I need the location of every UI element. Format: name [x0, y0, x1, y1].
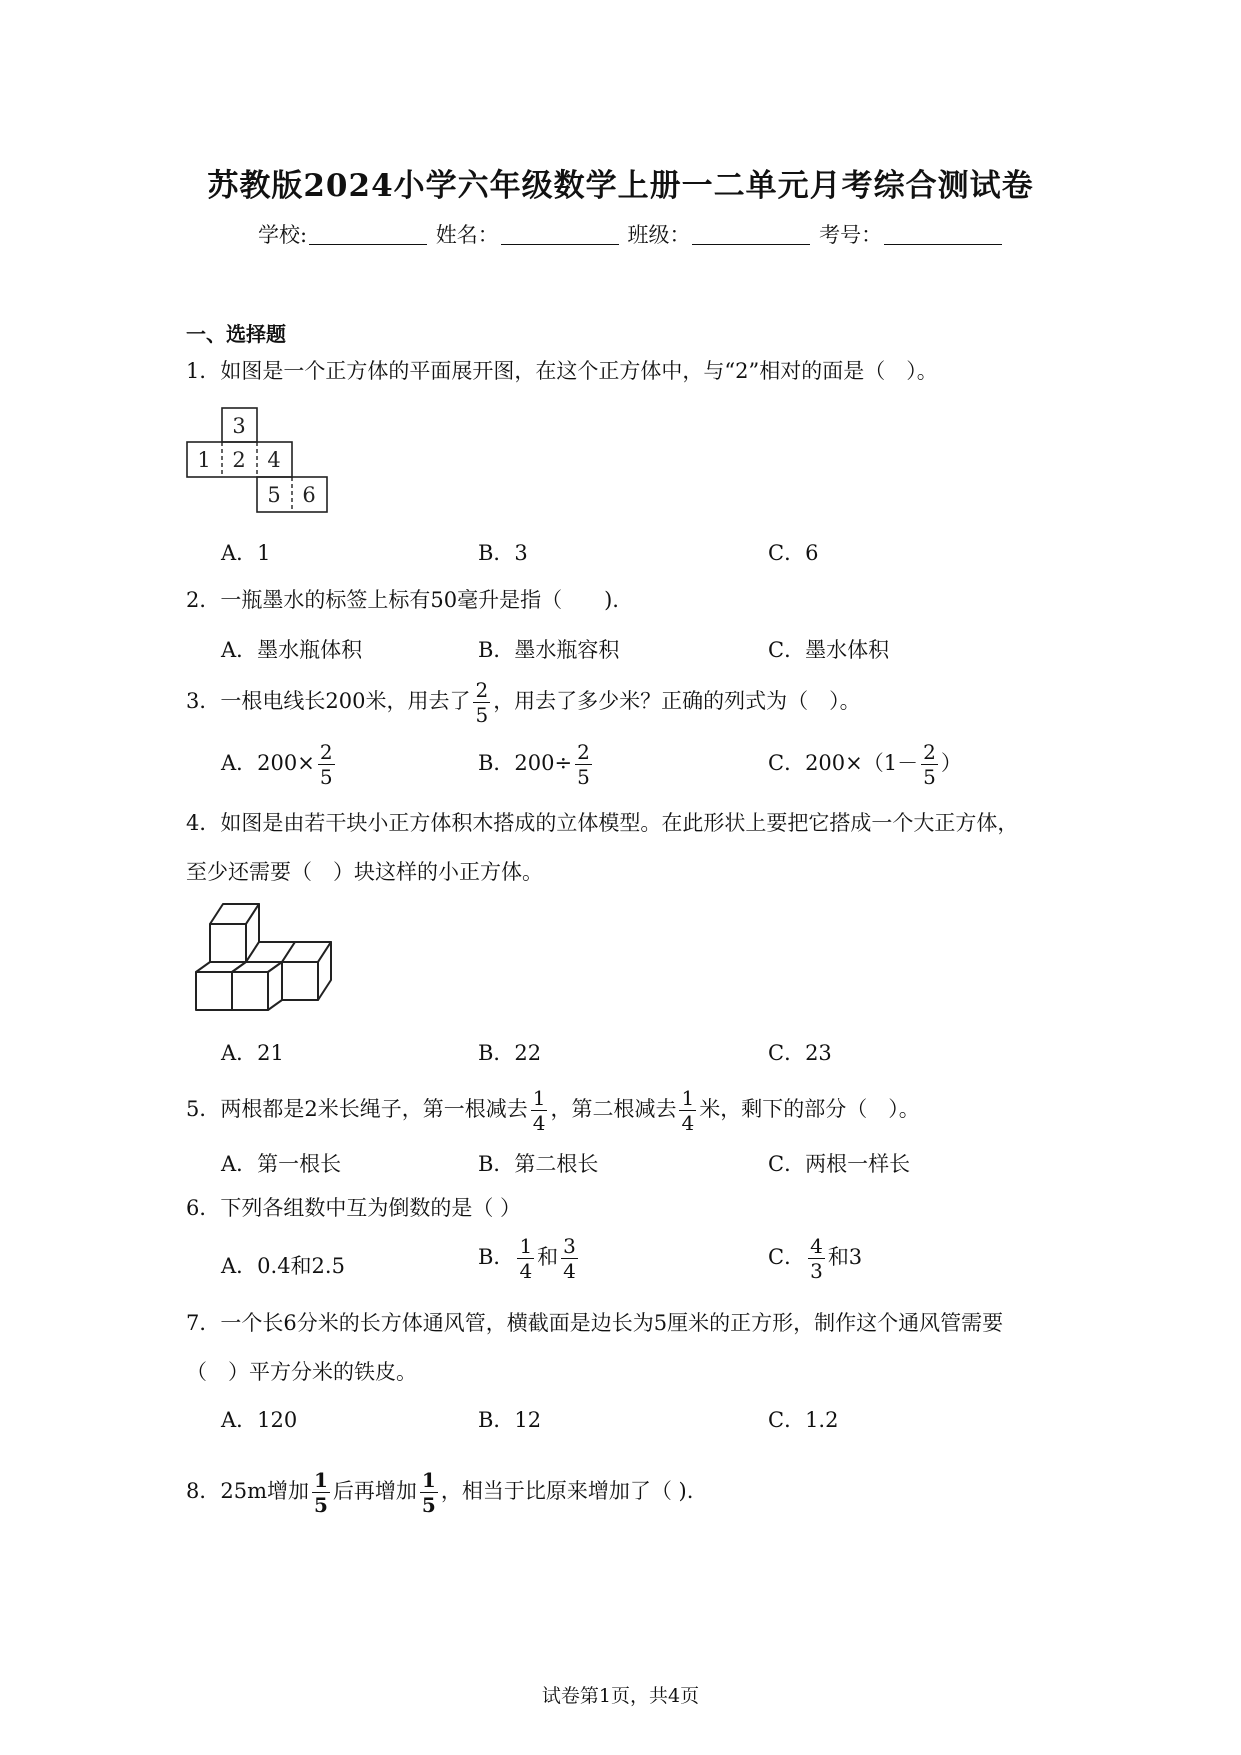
- fraction: [679, 1088, 696, 1133]
- question-7-line2: （ ）平方分米的铁皮。: [186, 1360, 417, 1384]
- net-label: 5: [267, 483, 281, 507]
- numerator: 3: [563, 1234, 576, 1258]
- net-label: 6: [302, 483, 316, 507]
- option-c: C．墨水体积: [768, 638, 890, 662]
- option-c-label: C．: [768, 1245, 806, 1269]
- option-b: [478, 1236, 581, 1281]
- option-c-rest: 和3: [827, 1245, 863, 1269]
- q5-text-mid: ，第二根减去: [550, 1097, 677, 1121]
- option-c: C．两根一样长: [768, 1152, 911, 1176]
- question-4-line1: 4．如图是由若干块小正方体积木搭成的立体模型。在此形状上要把它搭成一个大正方体，: [186, 811, 1019, 835]
- q8-text-post: ，相当于比原来增加了（ ).: [440, 1479, 694, 1503]
- school-label: 学校:: [258, 223, 308, 247]
- net-label: 4: [267, 448, 281, 472]
- page-footer: 试卷第1页，共4页: [541, 1685, 700, 1707]
- numerator: 1: [532, 1086, 546, 1110]
- page-title: 苏教版2024小学六年级数学上册一二单元月考综合测试卷: [207, 168, 1034, 204]
- numerator: 4: [810, 1234, 823, 1258]
- option-b: B．3: [478, 541, 528, 565]
- q3-text-post: ，用去了多少米？正确的列式为（ ）。: [493, 689, 861, 713]
- option-a: A．第一根长: [221, 1152, 342, 1176]
- number-blank: [884, 224, 1002, 245]
- fraction: [531, 1088, 548, 1133]
- question-7-line1: 7．一个长6分米的长方体通风管，横截面是边长为5厘米的正方形，制作这个通风管需要: [186, 1311, 1004, 1335]
- denominator: 4: [681, 1111, 695, 1135]
- cube-net-figure: [186, 406, 328, 514]
- cube-face: [282, 962, 318, 1000]
- option-a-label: A．200×: [221, 751, 315, 775]
- denominator: 4: [519, 1259, 533, 1283]
- net-label: 3: [232, 414, 246, 438]
- option-c-close: ）: [940, 751, 962, 775]
- numerator: 1: [314, 1468, 328, 1492]
- fraction: [312, 1470, 330, 1515]
- numerator: 1: [681, 1086, 695, 1110]
- name-blank: [501, 224, 619, 245]
- denominator: 3: [810, 1259, 823, 1283]
- option-c-label: C．200×（1－: [768, 751, 919, 775]
- fraction: [517, 1236, 534, 1281]
- class-blank: [692, 224, 810, 245]
- cube-face: [210, 924, 246, 962]
- and-text: 和: [537, 1245, 559, 1269]
- q5-text-post: 米，剩下的部分（ ）。: [699, 1097, 920, 1121]
- numerator: 2: [475, 678, 489, 702]
- denominator: 5: [923, 765, 936, 789]
- fraction: [808, 1236, 825, 1281]
- numerator: 1: [519, 1234, 533, 1258]
- option-a: A．0.4和2.5: [221, 1254, 345, 1278]
- q3-text-pre: 3．一根电线长200米，用去了: [186, 689, 471, 713]
- denominator: 5: [421, 1493, 436, 1517]
- option-b: B．22: [478, 1041, 542, 1065]
- fraction: [473, 680, 490, 725]
- option-a: A．21: [221, 1041, 284, 1065]
- fraction: [575, 742, 592, 787]
- option-c: C．1.2: [768, 1408, 839, 1432]
- denominator: 5: [475, 703, 489, 727]
- question-8-text: [186, 1470, 693, 1515]
- option-b: B．第二根长: [478, 1152, 599, 1176]
- question-6-text: 6．下列各组数中互为倒数的是（ ）: [186, 1196, 522, 1220]
- numerator: 2: [577, 740, 590, 764]
- net-label: 2: [232, 448, 246, 472]
- numerator: 1: [421, 1468, 436, 1492]
- option-a: A．1: [221, 541, 271, 565]
- q8-text-mid: 后再增加: [332, 1479, 417, 1503]
- fraction: [318, 742, 335, 787]
- section-heading: 一、选择题: [186, 322, 286, 346]
- net-label: 1: [197, 448, 211, 472]
- school-blank: [309, 224, 427, 245]
- number-label: 考号：: [819, 223, 883, 247]
- option-c: C．6: [768, 541, 819, 565]
- option-b-label: B．: [478, 1245, 515, 1269]
- option-b: B．墨水瓶容积: [478, 638, 620, 662]
- question-5-text: [186, 1088, 920, 1133]
- option-a: A．120: [221, 1408, 298, 1432]
- numerator: 2: [319, 740, 333, 764]
- denominator: 4: [563, 1259, 576, 1283]
- denominator: 5: [314, 1493, 328, 1517]
- denominator: 5: [319, 765, 333, 789]
- name-label: 姓名：: [435, 223, 499, 247]
- fraction: [561, 1236, 578, 1281]
- fraction: [420, 1470, 438, 1515]
- info-fields: [258, 219, 1004, 249]
- cube-model-figure: [186, 902, 340, 1014]
- option-a: [221, 742, 338, 787]
- option-c: [768, 1236, 862, 1281]
- option-a: A．墨水瓶体积: [221, 638, 363, 662]
- option-c: [768, 742, 962, 787]
- question-4-line2: 至少还需要（ ）块这样的小正方体。: [186, 860, 543, 884]
- option-c: C．23: [768, 1041, 832, 1065]
- option-b: B．12: [478, 1408, 542, 1432]
- question-3-text: [186, 680, 861, 725]
- numerator: 2: [923, 740, 936, 764]
- denominator: 4: [532, 1111, 546, 1135]
- q8-text-pre: 8．25m增加: [186, 1479, 309, 1503]
- question-1-text: 1．如图是一个正方体的平面展开图，在这个正方体中，与“2”相对的面是（ ）。: [186, 359, 938, 383]
- q5-text-pre: 5．两根都是2米长绳子，第一根减去: [186, 1097, 528, 1121]
- question-2-text: 2．一瓶墨水的标签上标有50毫升是指（ ).: [186, 588, 619, 612]
- option-b: [478, 742, 595, 787]
- denominator: 5: [577, 765, 590, 789]
- cube-face: [232, 972, 268, 1010]
- class-label: 班级：: [627, 223, 691, 247]
- option-b-label: B．200÷: [478, 751, 573, 775]
- fraction: [921, 742, 938, 787]
- cube-face: [196, 972, 232, 1010]
